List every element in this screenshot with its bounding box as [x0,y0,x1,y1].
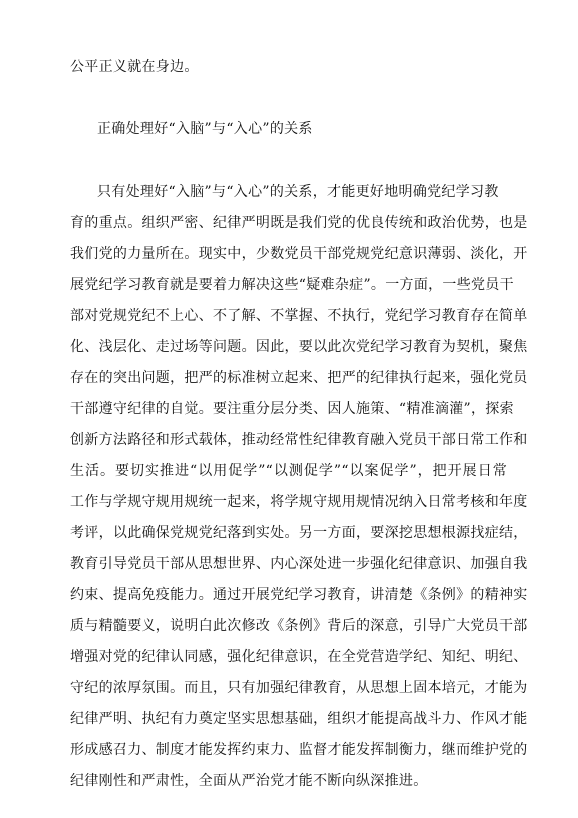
paragraph-line: 生活。要切实推进“以用促学”“以测促学”“以案促学”，把开展日常 [70,463,507,479]
paragraph-line: 守纪的浓厚氛围。而且，只有加强纪律教育，从思想上固本培元，才能为 [70,680,528,696]
paragraph-line: 教育引导党员干部从思想世界、内心深处进一步强化纪律意识、加强自我 [70,556,528,572]
top-line: 公平正义就在身边。 [70,59,199,75]
paragraph-line: 只有处理好“入脑”与“入心”的关系，才能更好地明确党纪学习教 [97,184,499,200]
paragraph-line: 纪律严明、执纪有力奠定坚实思想基础，组织才能提高战斗力、作风才能 [70,711,528,727]
paragraph-line: 考评，以此确保党规党纪落到实处。另一方面，要深挖思想根源找症结， [70,525,528,541]
paragraph-line: 约束、提高免疫能力。通过开展党纪学习教育，讲清楚《条例》的精神实 [70,587,528,603]
paragraph-line: 我们党的力量所在。现实中，少数党员干部党规党纪意识薄弱、淡化，开 [70,246,528,262]
paragraph-line: 工作与学规守规用规统一起来，将学规守规用规情况纳入日常考核和年度 [70,494,528,510]
paragraph-line: 质与精髓要义，说明白此次修改《条例》背后的深意，引导广大党员干部 [70,618,528,634]
paragraph-line: 创新方法路径和形式载体，推动经常性纪律教育融入党员干部日常工作和 [70,432,528,448]
paragraph-line: 育的重点。组织严密、纪律严明既是我们党的优良传统和政治优势，也是 [70,215,528,231]
paragraph-line: 形成感召力、制度才能发挥约束力、监督才能发挥制衡力，继而维护党的 [70,742,528,758]
paragraph-line: 纪律刚性和严肃性，全面从严治党才能不断向纵深推进。 [70,773,428,789]
paragraph-line: 增强对党的纪律认同感，强化纪律意识，在全党营造学纪、知纪、明纪、 [70,649,528,665]
paragraph-line: 干部遵守纪律的自觉。要注重分层分类、因人施策、“精准滴灌”，探索 [70,401,514,417]
section-heading: 正确处理好“入脑”与“入心”的关系 [97,121,313,137]
paragraph-line: 存在的突出问题，把严的标准树立起来、把严的纪律执行起来，强化党员 [70,370,528,386]
paragraph-line: 展党纪学习教育就是要着力解决这些“疑难杂症”。一方面，一些党员干 [70,277,514,293]
paragraph-line: 部对党规党纪不上心、不了解、不掌握、不执行，党纪学习教育存在简单 [70,308,528,324]
paragraph-line: 化、浅层化、走过场等问题。因此，要以此次党纪学习教育为契机，聚焦 [70,339,528,355]
